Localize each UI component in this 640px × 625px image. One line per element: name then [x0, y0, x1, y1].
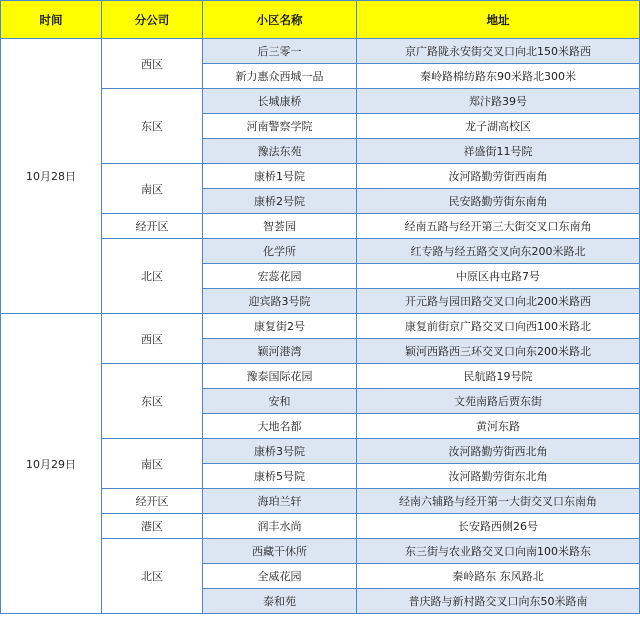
- community-name-cell: 康桥5号院: [203, 464, 357, 489]
- community-name-cell: 海珀兰轩: [203, 489, 357, 514]
- branch-cell: 西区: [102, 39, 203, 89]
- community-name-cell: 豫法东苑: [203, 139, 357, 164]
- community-name-cell: 润丰水尚: [203, 514, 357, 539]
- community-name-cell: 长城康桥: [203, 89, 357, 114]
- address-cell: 中原区冉屯路7号: [357, 264, 640, 289]
- branch-cell: 北区: [102, 539, 203, 614]
- community-name-cell: 安和: [203, 389, 357, 414]
- community-name-cell: 康桥1号院: [203, 164, 357, 189]
- address-cell: 长安路西侧26号: [357, 514, 640, 539]
- community-name-cell: 康复街2号: [203, 314, 357, 339]
- address-cell: 普庆路与新村路交叉口向东50米路南: [357, 589, 640, 614]
- address-cell: 汝河路勤劳街西南角: [357, 164, 640, 189]
- address-cell: 开元路与园田路交叉口向北200米路西: [357, 289, 640, 314]
- address-cell: 龙子湖高校区: [357, 114, 640, 139]
- address-cell: 文苑南路后贾东街: [357, 389, 640, 414]
- address-cell: 颖河西路西三环交叉口向东200米路北: [357, 339, 640, 364]
- branch-cell: 南区: [102, 439, 203, 489]
- address-cell: 黄河东路: [357, 414, 640, 439]
- date-cell: 10月28日: [1, 39, 102, 314]
- community-name-cell: 全威花园: [203, 564, 357, 589]
- community-name-cell: 后三零一: [203, 39, 357, 64]
- header-row: [1, 1, 640, 39]
- community-name-cell: 康桥2号院: [203, 189, 357, 214]
- header-time: 时间: [1, 1, 102, 39]
- community-name-cell: 化学所: [203, 239, 357, 264]
- address-cell: 秦岭路棉纺路东90米路北300米: [357, 64, 640, 89]
- address-cell: 民安路勤劳街东南角: [357, 189, 640, 214]
- address-cell: 汝河路勤劳街西北角: [357, 439, 640, 464]
- header-community: 小区名称: [203, 1, 357, 39]
- table-row: [1, 314, 640, 339]
- branch-cell: 东区: [102, 364, 203, 439]
- address-cell: 汝河路勤劳街东北角: [357, 464, 640, 489]
- table-body: [1, 39, 640, 614]
- community-name-cell: 泰和苑: [203, 589, 357, 614]
- address-cell: 东三街与农业路交叉口向南100米路东: [357, 539, 640, 564]
- community-name-cell: 河南警察学院: [203, 114, 357, 139]
- community-name-cell: 宏蕊花园: [203, 264, 357, 289]
- community-name-cell: 西藏干休所: [203, 539, 357, 564]
- address-cell: 民航路19号院: [357, 364, 640, 389]
- community-name-cell: 智荟园: [203, 214, 357, 239]
- branch-cell: 港区: [102, 514, 203, 539]
- branch-cell: 经开区: [102, 214, 203, 239]
- branch-cell: 北区: [102, 239, 203, 314]
- branch-cell: 东区: [102, 89, 203, 164]
- community-name-cell: 康桥3号院: [203, 439, 357, 464]
- community-name-cell: 豫泰国际花园: [203, 364, 357, 389]
- address-cell: 康复前街京广路交叉口向西100米路北: [357, 314, 640, 339]
- community-name-cell: 迎宾路3号院: [203, 289, 357, 314]
- date-cell: 10月29日: [1, 314, 102, 614]
- address-cell: 秦岭路东 东风路北: [357, 564, 640, 589]
- community-name-cell: 大地名都: [203, 414, 357, 439]
- table-row: [1, 39, 640, 64]
- address-cell: 经南五路与经开第三大街交叉口东南角: [357, 214, 640, 239]
- community-name-cell: 新力惠众西城一品: [203, 64, 357, 89]
- branch-cell: 西区: [102, 314, 203, 364]
- header-branch: 分公司: [102, 1, 203, 39]
- branch-cell: 经开区: [102, 489, 203, 514]
- address-cell: 郑汴路39号: [357, 89, 640, 114]
- address-cell: 红专路与经五路交叉向东200米路北: [357, 239, 640, 264]
- address-cell: 京广路陇永安街交叉口向北150米路西: [357, 39, 640, 64]
- address-cell: 祥盛街11号院: [357, 139, 640, 164]
- header-address: 地址: [357, 1, 640, 39]
- branch-cell: 南区: [102, 164, 203, 214]
- address-cell: 经南六辅路与经开第一大街交叉口东南角: [357, 489, 640, 514]
- community-name-cell: 颖河港湾: [203, 339, 357, 364]
